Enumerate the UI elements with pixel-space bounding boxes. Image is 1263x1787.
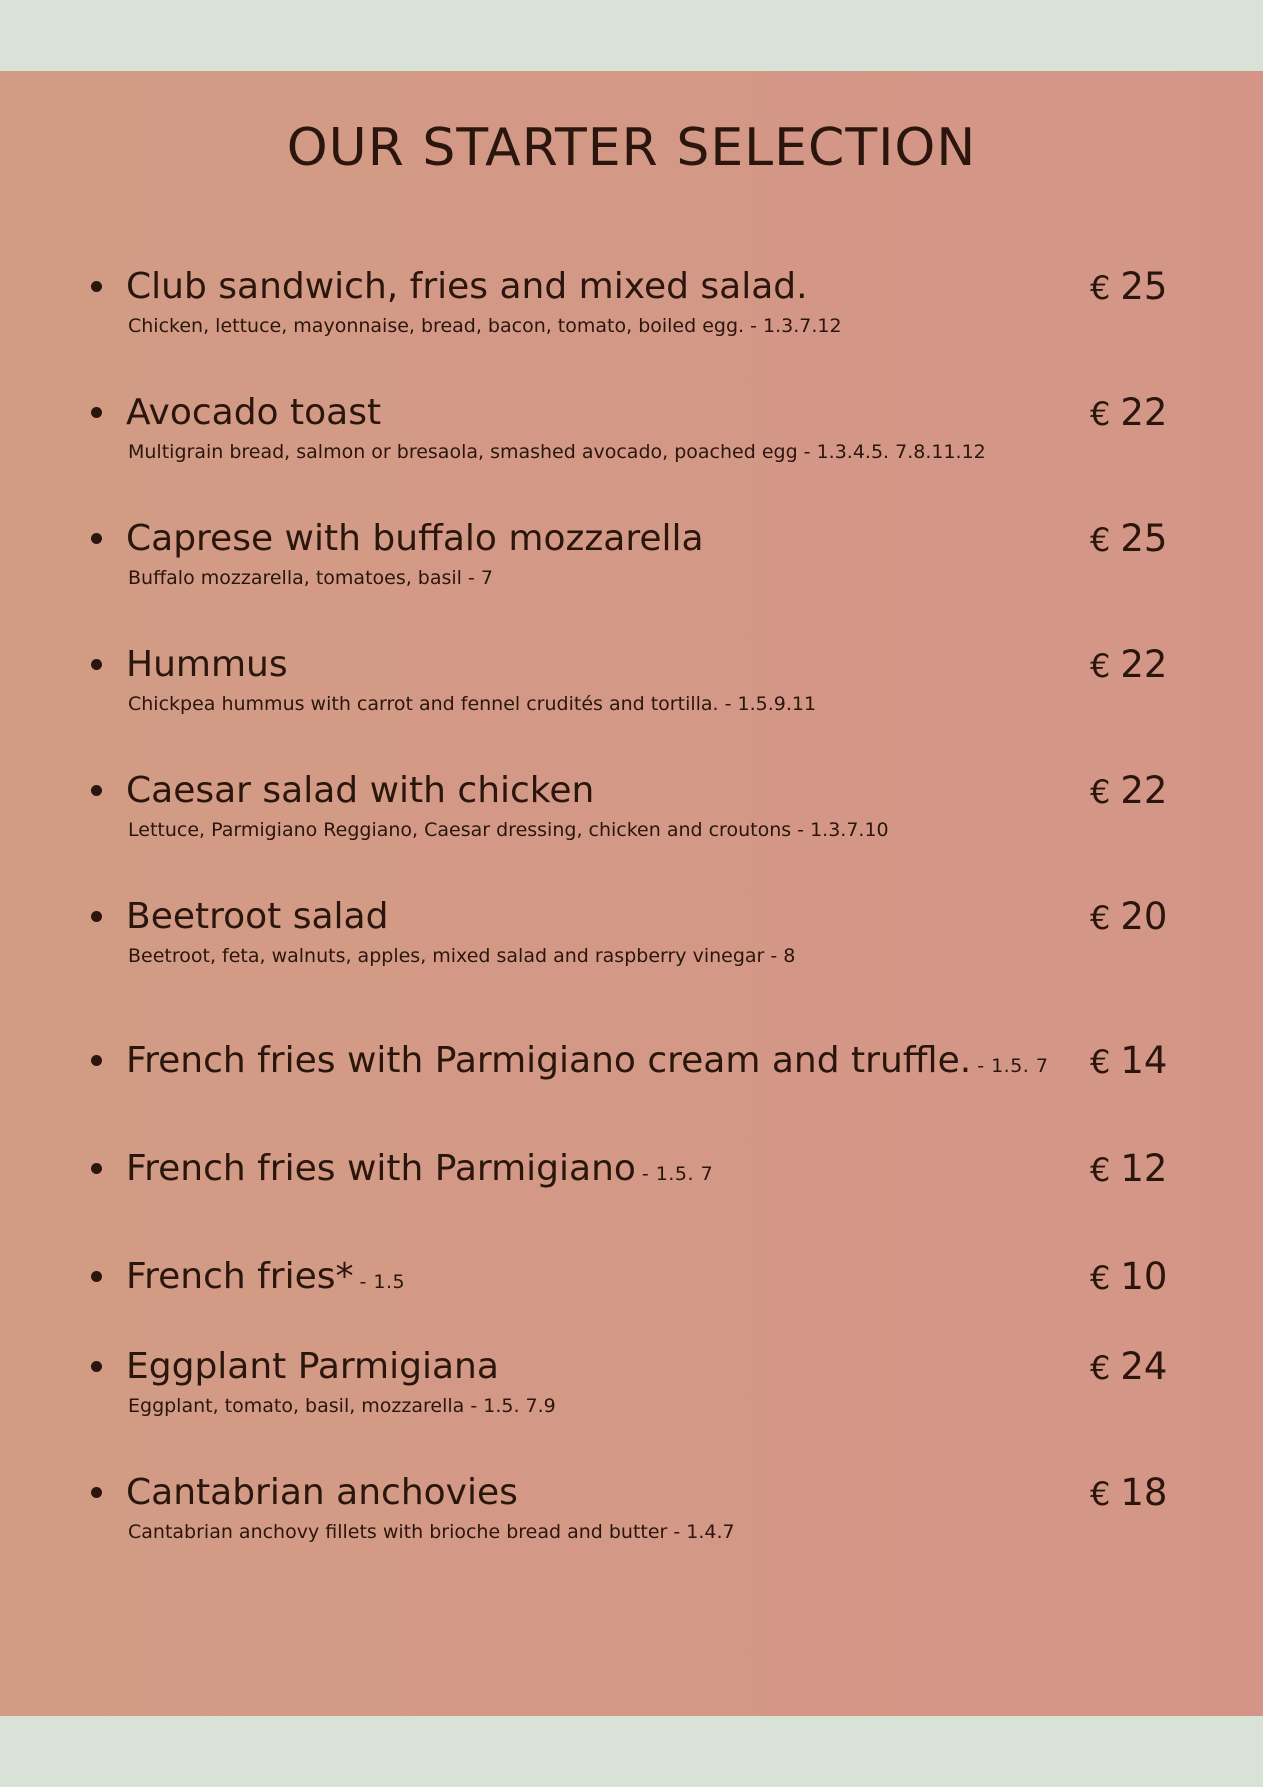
euro-symbol: € bbox=[1090, 1043, 1111, 1081]
euro-symbol: € bbox=[1090, 1475, 1111, 1513]
item-price-value: 12 bbox=[1120, 1147, 1168, 1190]
item-name-text: Eggplant Parmigiana bbox=[126, 1346, 499, 1387]
item-price bbox=[1090, 1470, 1167, 1517]
bullet-icon bbox=[91, 1055, 102, 1066]
bullet-icon bbox=[91, 1361, 102, 1372]
allergen-code: - 1.5 bbox=[359, 1271, 406, 1293]
item-name-text: French fries with Parmigiano cream and truffle. bbox=[126, 1040, 972, 1081]
allergen-code: - 1.5. 7 bbox=[641, 1163, 714, 1185]
item-name bbox=[126, 516, 704, 562]
allergen-code: - 1.5. 7 bbox=[977, 1055, 1049, 1077]
item-description: Chickpea hummus with carrot and fennel crudités and tortilla. - 1.5.9.11 bbox=[128, 693, 817, 715]
item-name bbox=[126, 1254, 405, 1305]
item-price-value: 18 bbox=[1120, 1471, 1168, 1514]
euro-symbol: € bbox=[1090, 395, 1111, 433]
bullet-icon bbox=[91, 785, 102, 796]
item-description: Buffalo mozzarella, tomatoes, basil - 7 bbox=[128, 567, 493, 589]
item-name-text: French fries* bbox=[126, 1256, 354, 1297]
item-description: Chicken, lettuce, mayonnaise, bread, bacon, tomato, boiled egg. - 1.3.7.12 bbox=[128, 315, 842, 337]
item-price-value: 22 bbox=[1120, 643, 1168, 686]
item-price-value: 25 bbox=[1120, 265, 1168, 308]
item-price-value: 22 bbox=[1120, 391, 1168, 434]
euro-symbol: € bbox=[1090, 521, 1111, 559]
item-name bbox=[126, 768, 594, 814]
item-price bbox=[1090, 516, 1167, 563]
item-price-value: 14 bbox=[1120, 1039, 1168, 1082]
item-price bbox=[1090, 1038, 1167, 1085]
euro-symbol: € bbox=[1090, 1349, 1111, 1387]
item-price bbox=[1090, 264, 1167, 311]
euro-symbol: € bbox=[1090, 1259, 1111, 1297]
item-price-value: 22 bbox=[1120, 769, 1168, 812]
euro-symbol: € bbox=[1090, 773, 1111, 811]
bullet-icon bbox=[91, 533, 102, 544]
item-price bbox=[1090, 1344, 1167, 1391]
item-name bbox=[126, 1146, 713, 1197]
top-border-band bbox=[0, 0, 1263, 71]
euro-symbol: € bbox=[1090, 1151, 1111, 1189]
item-name-text: Hummus bbox=[126, 644, 288, 685]
item-name-text: Avocado toast bbox=[126, 392, 382, 433]
item-name-text: Beetroot salad bbox=[126, 896, 389, 937]
item-name bbox=[126, 390, 381, 436]
item-price-value: 20 bbox=[1120, 895, 1168, 938]
item-name-text: Caesar salad with chicken bbox=[126, 770, 595, 811]
item-name bbox=[126, 1470, 518, 1516]
item-name bbox=[126, 1344, 499, 1390]
item-price-value: 24 bbox=[1120, 1345, 1168, 1388]
bullet-icon bbox=[91, 407, 102, 418]
euro-symbol: € bbox=[1090, 269, 1111, 307]
item-name bbox=[126, 264, 808, 310]
bullet-icon bbox=[91, 659, 102, 670]
bullet-icon bbox=[91, 1271, 102, 1282]
item-price bbox=[1090, 390, 1167, 437]
item-price bbox=[1090, 1254, 1167, 1301]
item-description: Beetroot, feta, walnuts, apples, mixed salad and raspberry vinegar - 8 bbox=[128, 945, 796, 967]
item-name bbox=[126, 1038, 1048, 1089]
bullet-icon bbox=[91, 1163, 102, 1174]
bullet-icon bbox=[91, 281, 102, 292]
euro-symbol: € bbox=[1090, 647, 1111, 685]
page-title: OUR STARTER SELECTION bbox=[286, 118, 977, 178]
item-name-text: Cantabrian anchovies bbox=[126, 1472, 518, 1513]
item-price bbox=[1090, 894, 1167, 941]
item-price-value: 10 bbox=[1120, 1255, 1168, 1298]
item-description: Cantabrian anchovy fillets with brioche bread and butter - 1.4.7 bbox=[128, 1521, 735, 1543]
item-price-value: 25 bbox=[1120, 517, 1168, 560]
item-name-text: Caprese with buffalo mozzarella bbox=[126, 518, 704, 559]
item-description: Eggplant, tomato, basil, mozzarella - 1.5. 7.9 bbox=[128, 1395, 556, 1417]
bullet-icon bbox=[91, 911, 102, 922]
item-name-text: French fries with Parmigiano bbox=[126, 1148, 636, 1189]
item-price bbox=[1090, 642, 1167, 689]
euro-symbol: € bbox=[1090, 899, 1111, 937]
item-price bbox=[1090, 1146, 1167, 1193]
item-name-text: Club sandwich, fries and mixed salad. bbox=[126, 266, 808, 307]
item-description: Multigrain bread, salmon or bresaola, smashed avocado, poached egg - 1.3.4.5. 7.8.11.12 bbox=[128, 441, 986, 463]
item-description: Lettuce, Parmigiano Reggiano, Caesar dressing, chicken and croutons - 1.3.7.10 bbox=[128, 819, 889, 841]
item-name bbox=[126, 642, 288, 688]
bullet-icon bbox=[91, 1487, 102, 1498]
item-price bbox=[1090, 768, 1167, 815]
bottom-border-band bbox=[0, 1716, 1263, 1787]
item-name bbox=[126, 894, 388, 940]
